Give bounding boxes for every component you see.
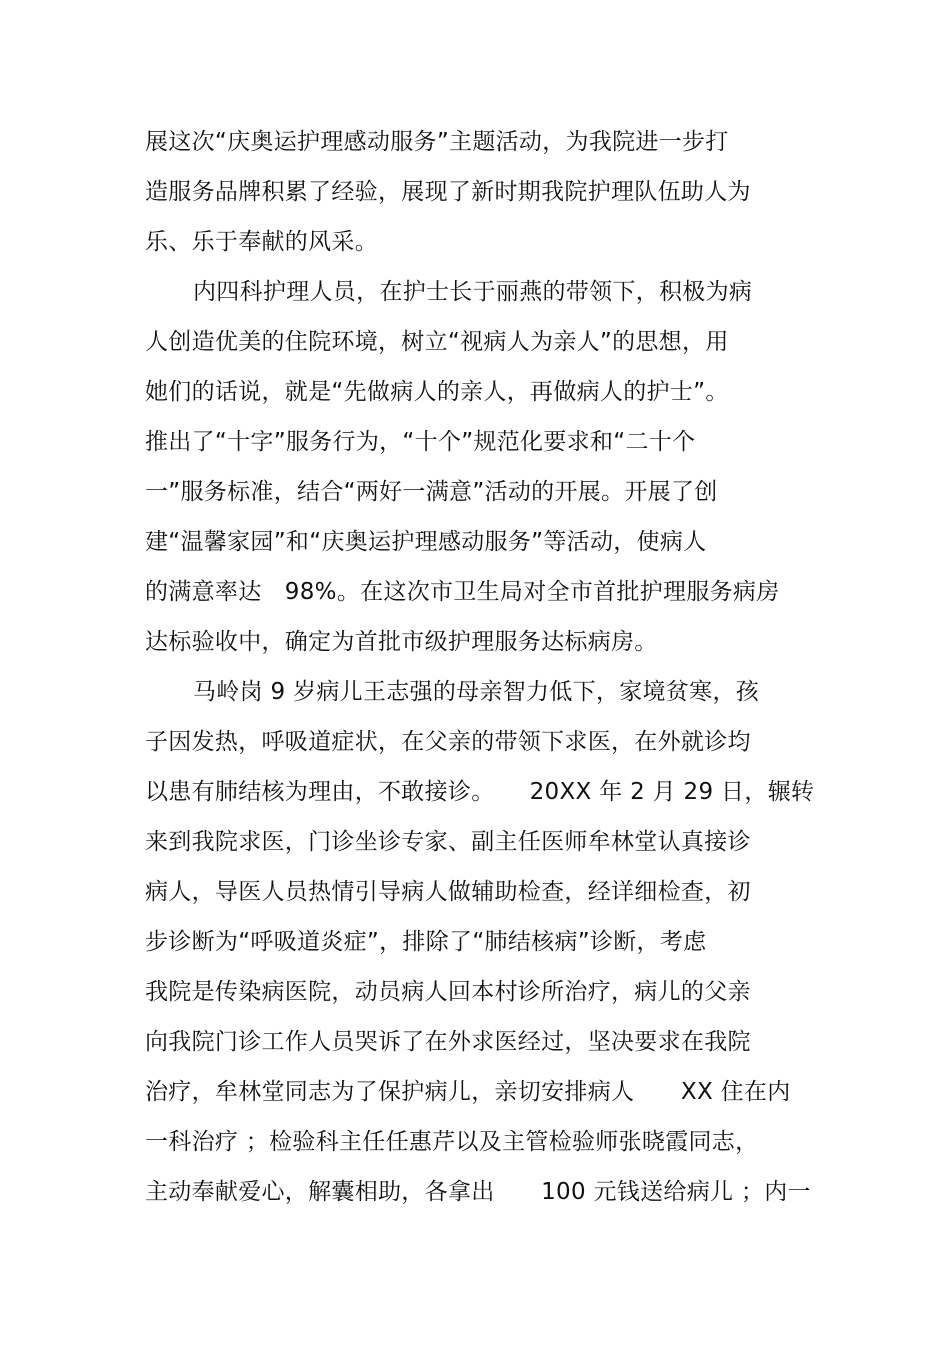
text-line: 治疗，牟林堂同志为了保护病儿，亲切安排病人 XX 住在内 <box>145 1079 791 1105</box>
text-line: 人创造优美的住院环境，树立“视病人为亲人”的思想，用 <box>145 329 729 355</box>
text-line: 以患有肺结核为理由，不敢接诊。 20XX 年 2 月 29 日，辗转 <box>145 779 815 805</box>
text-line: 达标验收中，确定为首批市级护理服务达标病房。 <box>145 629 658 655</box>
text-line: 的满意率达 98%。在这次市卫生局对全市首批护理服务病房 <box>145 579 780 605</box>
paragraph-start-line: 内四科护理人员，在护士长于丽燕的带领下，积极为病 <box>193 279 753 305</box>
text-line: 她们的话说，就是“先做病人的亲人，再做病人的护士”。 <box>145 379 729 405</box>
text-line: 向我院门诊工作人员哭诉了在外求医经过，坚决要求在我院 <box>145 1029 751 1055</box>
text-line: 展这次“庆奥运护理感动服务”主题活动，为我院进一步打 <box>145 129 729 155</box>
text-line: 建“温馨家园”和“庆奥运护理感动服务”等活动，使病人 <box>145 529 707 555</box>
text-line: 推出了“十字”服务行为，“十个”规范化要求和“二十个 <box>145 429 696 455</box>
text-line: 我院是传染病医院，动员病人回本村诊所治疗，病儿的父亲 <box>145 979 751 1005</box>
text-line: 一”服务标准，结合“两好一满意”活动的开展。开展了创 <box>145 479 718 505</box>
text-line: 子因发热，呼吸道症状，在父亲的带领下求医，在外就诊均 <box>145 729 751 755</box>
text-line: 造服务品牌积累了经验，展现了新时期我院护理队伍助人为 <box>145 179 751 205</box>
text-line: 主动奉献爱心，解囊相助，各拿出 100 元钱送给病儿 ；内一 <box>145 1179 811 1205</box>
text-line: 来到我院求医，门诊坐诊专家、副主任医师牟林堂认真接诊 <box>145 829 751 855</box>
text-line: 乐、乐于奉献的风采。 <box>145 229 378 255</box>
paragraph-start-line: 马岭岗 9 岁病儿王志强的母亲智力低下，家境贫寒，孩 <box>193 679 760 705</box>
text-line: 步诊断为“呼吸道炎症”，排除了“肺结核病”诊断，考虑 <box>145 929 707 955</box>
text-line: 一科治疗 ；检验科主任任惠芹以及主管检验师张晓霞同志， <box>145 1129 759 1155</box>
text-line: 病人，导医人员热情引导病人做辅助检查，经详细检查，初 <box>145 879 751 905</box>
